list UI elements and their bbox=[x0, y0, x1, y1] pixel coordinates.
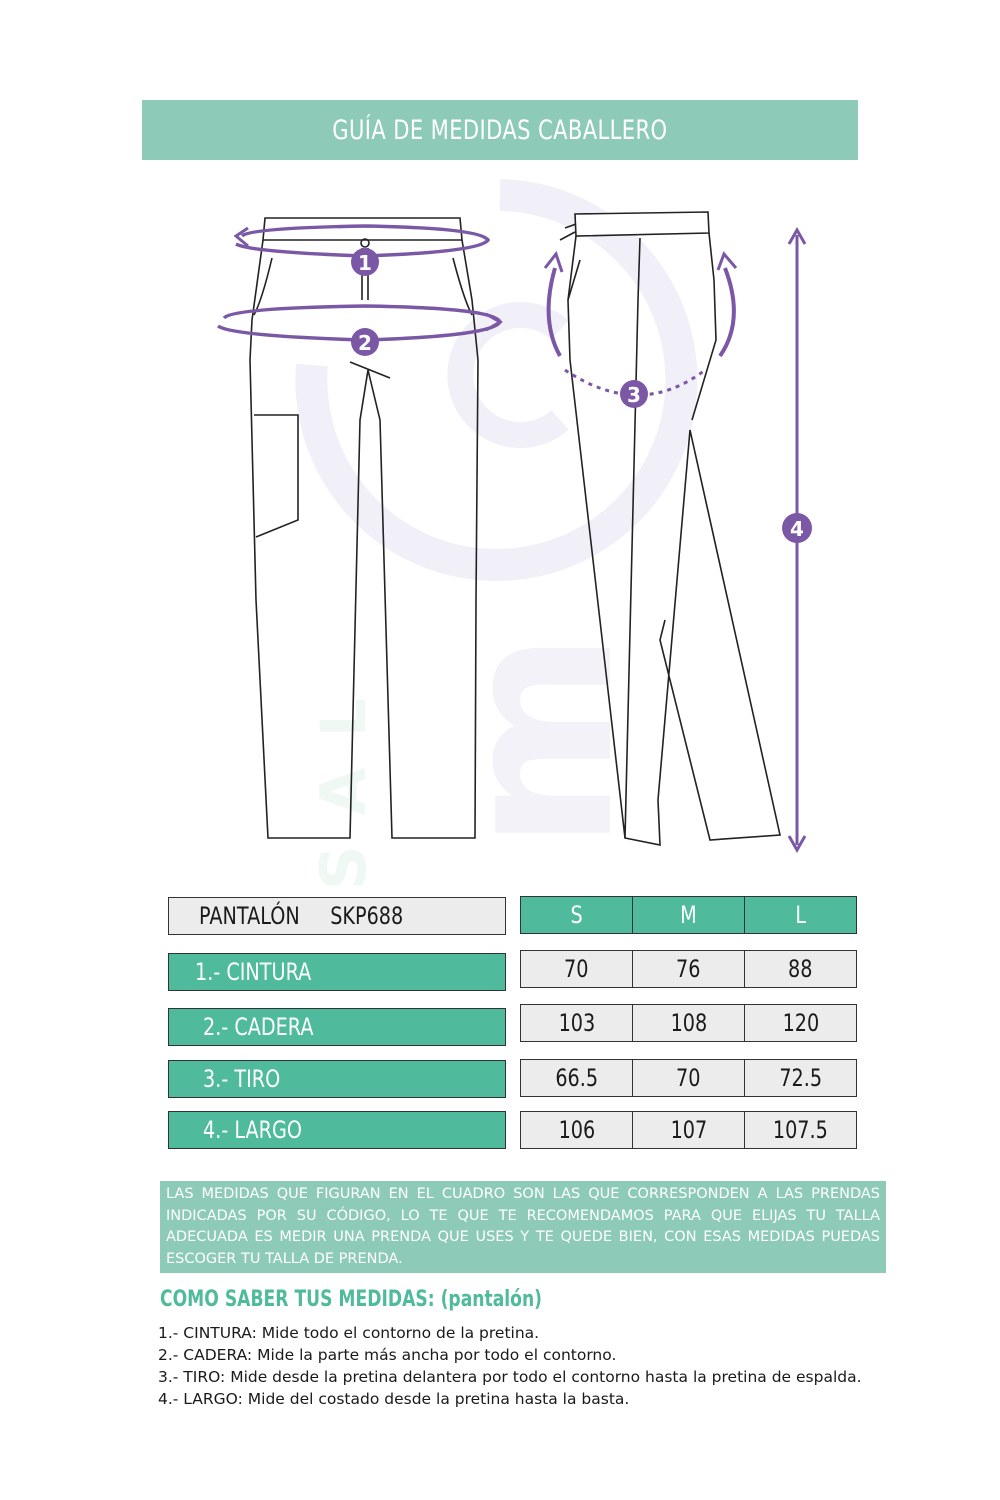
value-cell: 66.5 bbox=[520, 1059, 633, 1097]
value-cell: 88 bbox=[744, 950, 857, 988]
page-title-bar bbox=[142, 100, 858, 160]
watermark-text: SAL bbox=[307, 667, 380, 890]
marker-3 bbox=[620, 380, 648, 408]
value-cell: 103 bbox=[520, 1004, 633, 1042]
value-cell: 70 bbox=[632, 1059, 745, 1097]
watermark-logo bbox=[307, 195, 681, 890]
howto-title: COMO SABER TUS MEDIDAS: (pantalón) bbox=[160, 1287, 543, 1312]
value-cell: 108 bbox=[632, 1004, 745, 1042]
svg-text:3: 3 bbox=[627, 383, 641, 407]
value-cell: 106 bbox=[520, 1111, 633, 1149]
marker-2 bbox=[351, 328, 379, 356]
pants-illustration bbox=[0, 170, 1000, 890]
value-cell: 70 bbox=[520, 950, 633, 988]
value-cell: 107 bbox=[632, 1111, 745, 1149]
product-cell bbox=[168, 897, 506, 935]
row-label-cintura: 1.- CINTURA bbox=[168, 953, 506, 991]
size-header-s: S bbox=[520, 896, 633, 934]
size-note: LAS MEDIDAS QUE FIGURAN EN EL CUADRO SON LAS QUE CORRESPONDEN A LAS PRENDAS INDICADAS POR SU CÓDIGO, LO TE QUE TE RECOMENDAMOS PARA QUE ELIJAS TU TALLA ADECUADA ES MEDIR UNA PRENDA QUE USES Y TE QUEDE BIEN, CON ESAS MEDIDAS PUEDAS ESCOGER TU TALLA DE PRENDA. bbox=[160, 1181, 886, 1273]
row-label-largo: 4.- LARGO bbox=[168, 1111, 506, 1149]
value-cell: 120 bbox=[744, 1004, 857, 1042]
value-cell: 76 bbox=[632, 950, 745, 988]
size-header-l: L bbox=[744, 896, 857, 934]
step-item: 4.- LARGO: Mide del costado desde la pretina hasta la basta. bbox=[158, 1390, 630, 1408]
row-label-tiro: 3.- TIRO bbox=[168, 1060, 506, 1098]
svg-text:2: 2 bbox=[358, 331, 372, 355]
value-cell: 72.5 bbox=[744, 1059, 857, 1097]
svg-text:4: 4 bbox=[790, 517, 804, 541]
product-label: PANTALÓN bbox=[199, 902, 300, 930]
size-header-m: M bbox=[632, 896, 745, 934]
step-item: 3.- TIRO: Mide desde la pretina delantera por todo el contorno hasta la pretina de espalda. bbox=[158, 1368, 862, 1386]
marker-1 bbox=[351, 248, 379, 276]
watermark-letter: m bbox=[415, 631, 660, 850]
page-title: GUÍA DE MEDIDAS CABALLERO bbox=[332, 114, 668, 146]
step-item: 1.- CINTURA: Mide todo el contorno de la pretina. bbox=[158, 1324, 540, 1342]
marker-4 bbox=[782, 513, 812, 543]
svg-text:1: 1 bbox=[358, 251, 372, 275]
product-code: SKP688 bbox=[330, 902, 404, 930]
steps-list bbox=[158, 1322, 862, 1410]
row-label-cadera: 2.- CADERA bbox=[168, 1008, 506, 1046]
value-cell: 107.5 bbox=[744, 1111, 857, 1149]
step-item: 2.- CADERA: Mide la parte más ancha por todo el contorno. bbox=[158, 1346, 617, 1364]
